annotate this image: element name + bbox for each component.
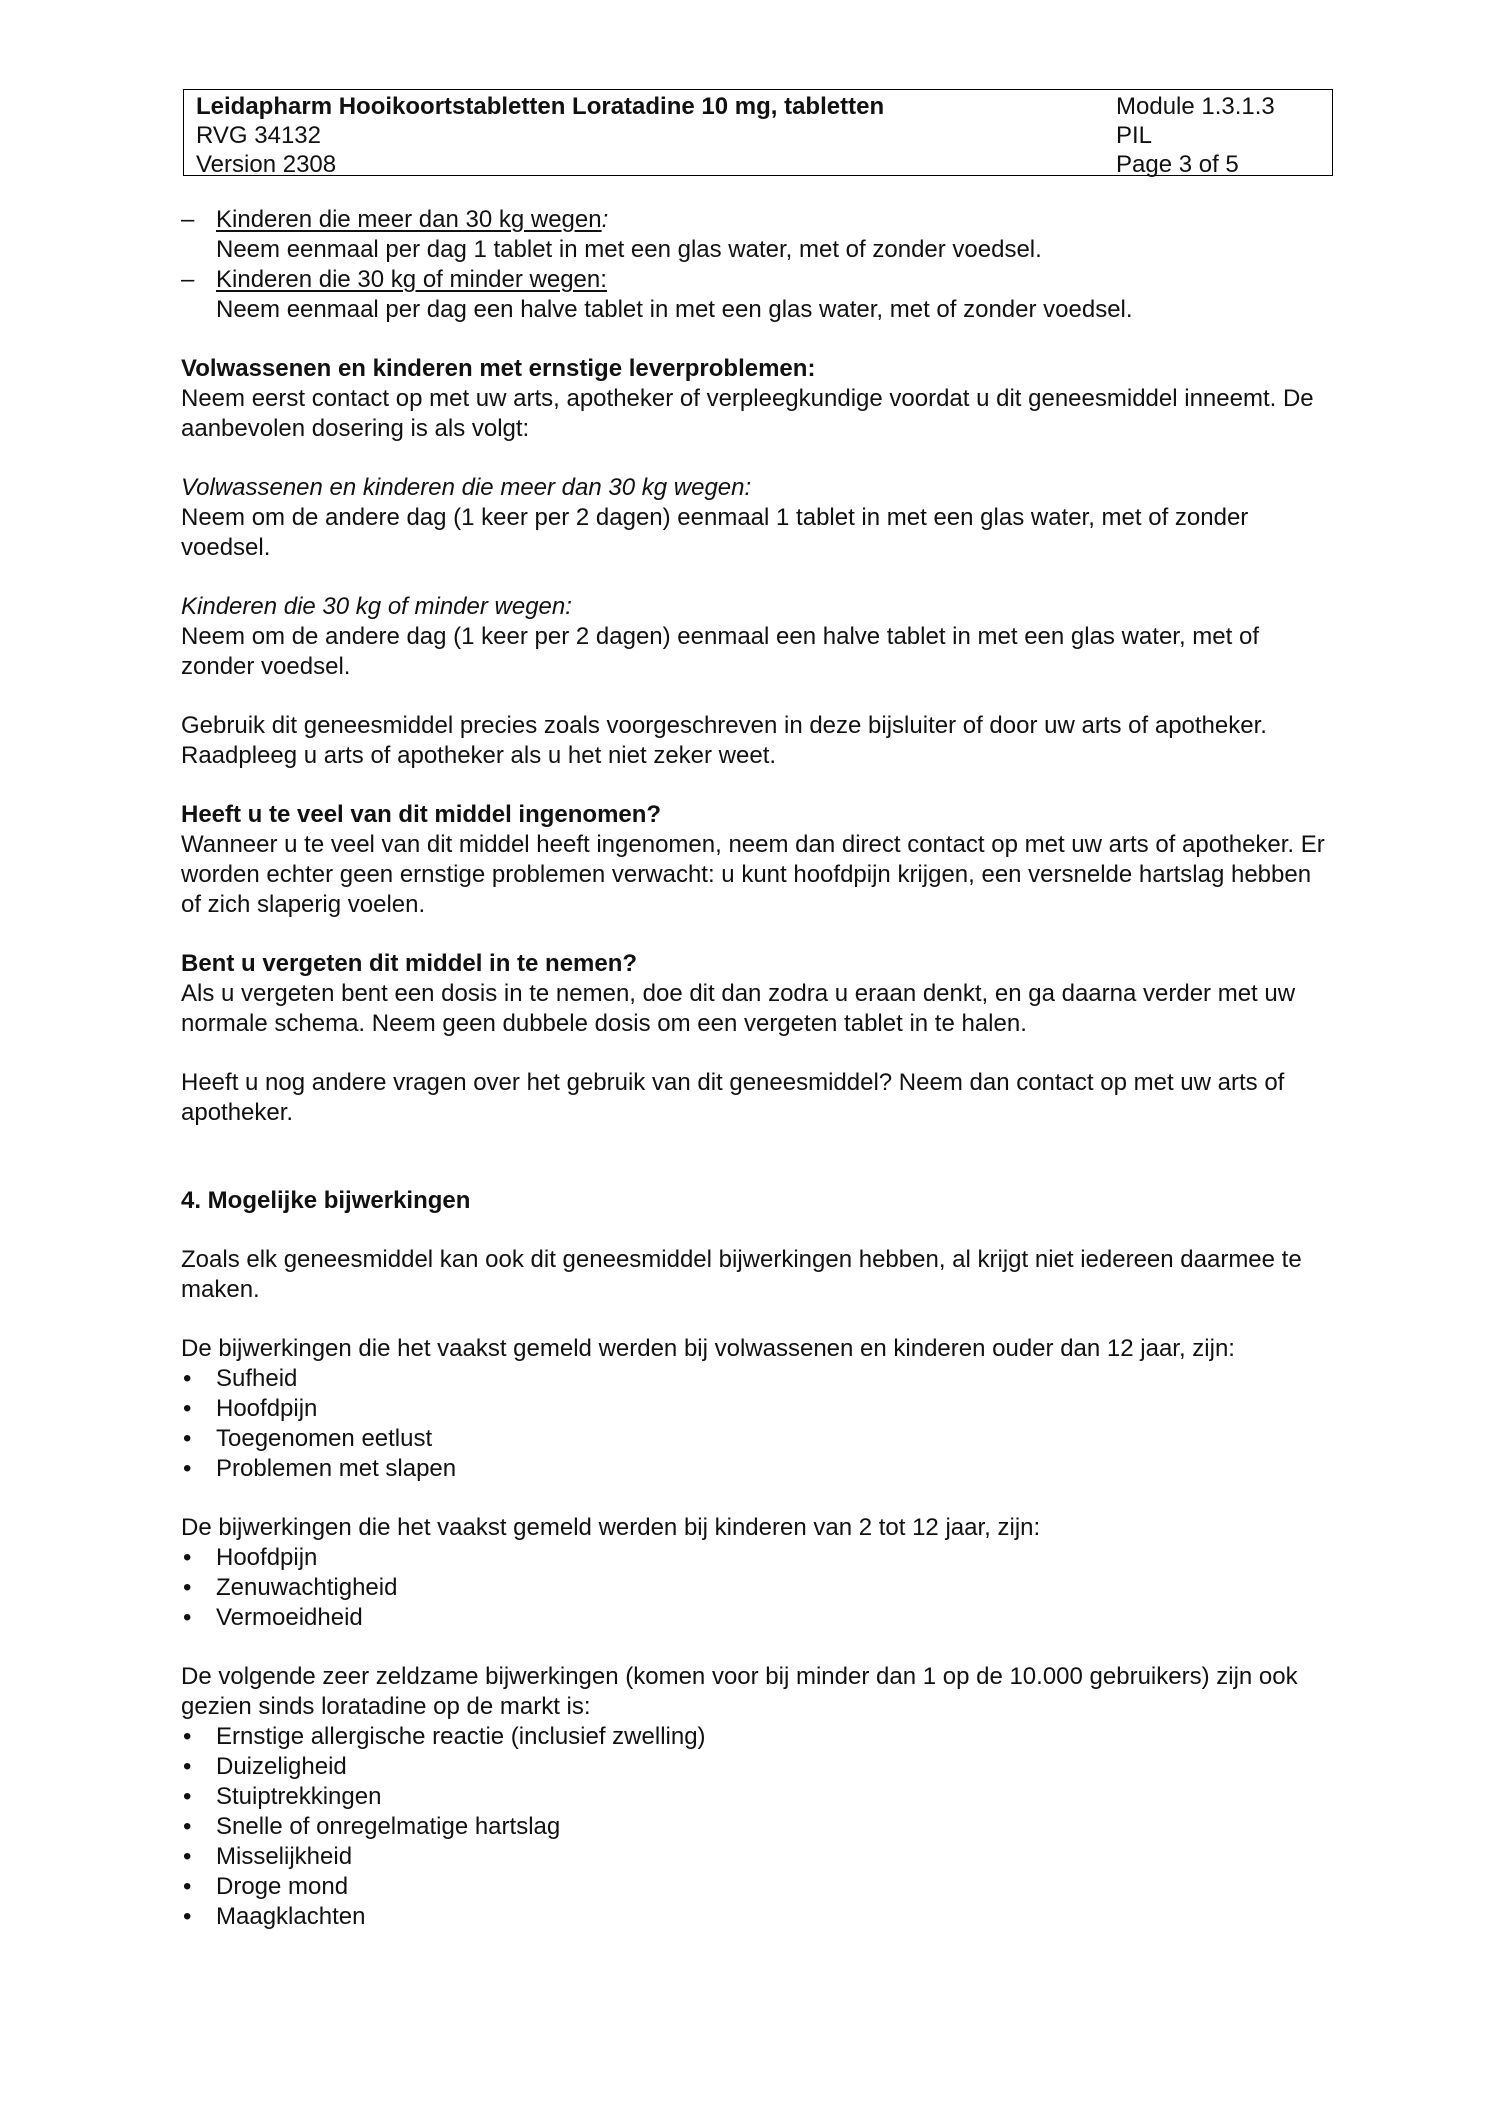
list-item-text: Sufheid (216, 1365, 298, 1392)
side-effects-intro: Zoals elk geneesmiddel kan ook dit geneesmiddel bijwerkingen hebben, al krijgt niet iedereen daarmee te maken. (181, 1246, 1302, 1303)
liver-adult-text: Neem om de andere dag (1 keer per 2 dagen) eenmaal 1 tablet in met een glas water, met of zonder voedsel. (181, 504, 1249, 561)
header-left-column (196, 92, 884, 179)
list-item (181, 1902, 1331, 1932)
module-number: Module 1.3.1.3 (1116, 93, 1275, 120)
rare-side-effects-list (181, 1722, 1331, 1932)
children-side-effects-intro: De bijwerkingen die het vaakst gemeld werden bij kinderen van 2 tot 12 jaar, zijn: (181, 1514, 1041, 1541)
list-item-text: Zenuwachtigheid (216, 1574, 398, 1601)
list-item (181, 1543, 1331, 1573)
adults-side-effects-intro: De bijwerkingen die het vaakst gemeld werden bij volwassenen en kinderen ouder dan 12 jaar, zijn: (181, 1335, 1235, 1362)
page-number: Page 3 of 5 (1116, 151, 1239, 178)
list-item (181, 1722, 1331, 1752)
list-item (181, 1573, 1331, 1603)
list-item (181, 1842, 1331, 1872)
bullet-icon: • (183, 1425, 192, 1452)
list-item-text: Misselijkheid (216, 1843, 353, 1870)
list-item (181, 1424, 1331, 1454)
bullet-icon: • (183, 1873, 192, 1900)
section-heading-side-effects: 4. Mogelijke bijwerkingen (181, 1187, 471, 1214)
list-item-text: Snelle of onregelmatige hartslag (216, 1813, 561, 1840)
liver-child-heading: Kinderen die 30 kg of minder wegen: (181, 593, 572, 620)
list-item (181, 1752, 1331, 1782)
liver-heading: Volwassenen en kinderen met ernstige leverproblemen: (181, 355, 816, 382)
overdose-heading: Heeft u te veel van dit middel ingenomen? (181, 801, 662, 828)
overdose-text: Wanneer u te veel van dit middel heeft ingenomen, neem dan direct contact op met uw arts of apotheker. Er worden echter geen ernstige problemen verwacht: u kunt hoofdpijn krijgen, een versnelde hartslag hebben of zich slaperig voelen. (181, 831, 1325, 918)
list-item (181, 1812, 1331, 1842)
bullet-icon: • (183, 1365, 192, 1392)
dosing-item-children-under-30kg (181, 265, 1331, 325)
forgot-heading: Bent u vergeten dit middel in te nemen? (181, 950, 638, 977)
children-side-effects-list (181, 1543, 1331, 1633)
registration-number: RVG 34132 (196, 122, 321, 149)
list-item-text: Hoofdpijn (216, 1395, 318, 1422)
bullet-icon: • (183, 1395, 192, 1422)
bullet-icon: • (183, 1843, 192, 1870)
dosing-label-suffix: : (601, 206, 609, 233)
list-item (181, 1394, 1331, 1424)
list-item-text: Toegenomen eetlust (216, 1425, 433, 1452)
dosing-item-children-over-30kg (181, 205, 1331, 265)
product-title: Leidapharm Hooikoortstabletten Loratadine 10 mg, tabletten (196, 93, 885, 120)
list-item-text: Stuiptrekkingen (216, 1783, 382, 1810)
forgot-text: Als u vergeten bent een dosis in te nemen, doe dit dan zodra u eraan denkt, en ga daarna verder met uw normale schema. Neem geen dubbele dosis om een vergeten tablet in te halen. (181, 980, 1296, 1037)
bullet-icon: • (183, 1783, 192, 1810)
list-item (181, 1454, 1331, 1484)
bullet-icon: • (183, 1723, 192, 1750)
list-item-text: Ernstige allergische reactie (inclusief zwelling) (216, 1723, 706, 1750)
dosing-instruction: Neem eenmaal per dag een halve tablet in met een glas water, met of zonder voedsel. (216, 296, 1133, 323)
liver-child-text: Neem om de andere dag (1 keer per 2 dagen) eenmaal een halve tablet in met een glas water, met of zonder voedsel. (181, 623, 1259, 680)
rare-side-effects-intro: De volgende zeer zeldzame bijwerkingen (komen voor bij minder dan 1 op de 10.000 gebruikers) zijn ook gezien sinds loratadine op de markt is: (181, 1663, 1298, 1720)
bullet-icon: • (183, 1813, 192, 1840)
list-item (181, 1782, 1331, 1812)
bullet-icon: • (183, 1544, 192, 1571)
document-type: PIL (1116, 122, 1153, 149)
list-item-text: Hoofdpijn (216, 1544, 318, 1571)
usage-note: Gebruik dit geneesmiddel precies zoals voorgeschreven in deze bijsluiter of door uw arts of apotheker. Raadpleeg u arts of apotheker als u het niet zeker weet. (181, 712, 1267, 769)
list-item-text: Vermoeidheid (216, 1604, 363, 1631)
liver-adult-heading: Volwassenen en kinderen die meer dan 30 kg wegen: (181, 474, 752, 501)
bullet-icon: • (183, 1753, 192, 1780)
page-content (181, 205, 1331, 1932)
bullet-icon: • (183, 1604, 192, 1631)
bullet-icon: • (183, 1574, 192, 1601)
list-item-text: Droge mond (216, 1873, 349, 1900)
list-item-text: Problemen met slapen (216, 1455, 457, 1482)
list-item (181, 1364, 1331, 1394)
list-item (181, 1603, 1331, 1633)
document-header (183, 89, 1333, 176)
dosing-instruction: Neem eenmaal per dag 1 tablet in met een glas water, met of zonder voedsel. (216, 236, 1042, 263)
dash-marker: – (181, 266, 195, 293)
questions-text: Heeft u nog andere vragen over het gebruik van dit geneesmiddel? Neem dan contact op met uw arts of apotheker. (181, 1069, 1285, 1126)
bullet-icon: • (183, 1903, 192, 1930)
dash-marker: – (181, 206, 195, 233)
adults-side-effects-list (181, 1364, 1331, 1484)
liver-text: Neem eerst contact op met uw arts, apotheker of verpleegkundige voordat u dit geneesmiddel inneemt. De aanbevolen dosering is als volgt: (181, 385, 1314, 442)
header-right-column (1116, 92, 1275, 179)
dosing-label: Kinderen die 30 kg of minder wegen: (216, 266, 607, 293)
list-item-text: Maagklachten (216, 1903, 366, 1930)
document-version: Version 2308 (196, 151, 337, 178)
bullet-icon: • (183, 1455, 192, 1482)
list-item (181, 1872, 1331, 1902)
list-item-text: Duizeligheid (216, 1753, 347, 1780)
dosing-label: Kinderen die meer dan 30 kg wegen (216, 206, 602, 233)
